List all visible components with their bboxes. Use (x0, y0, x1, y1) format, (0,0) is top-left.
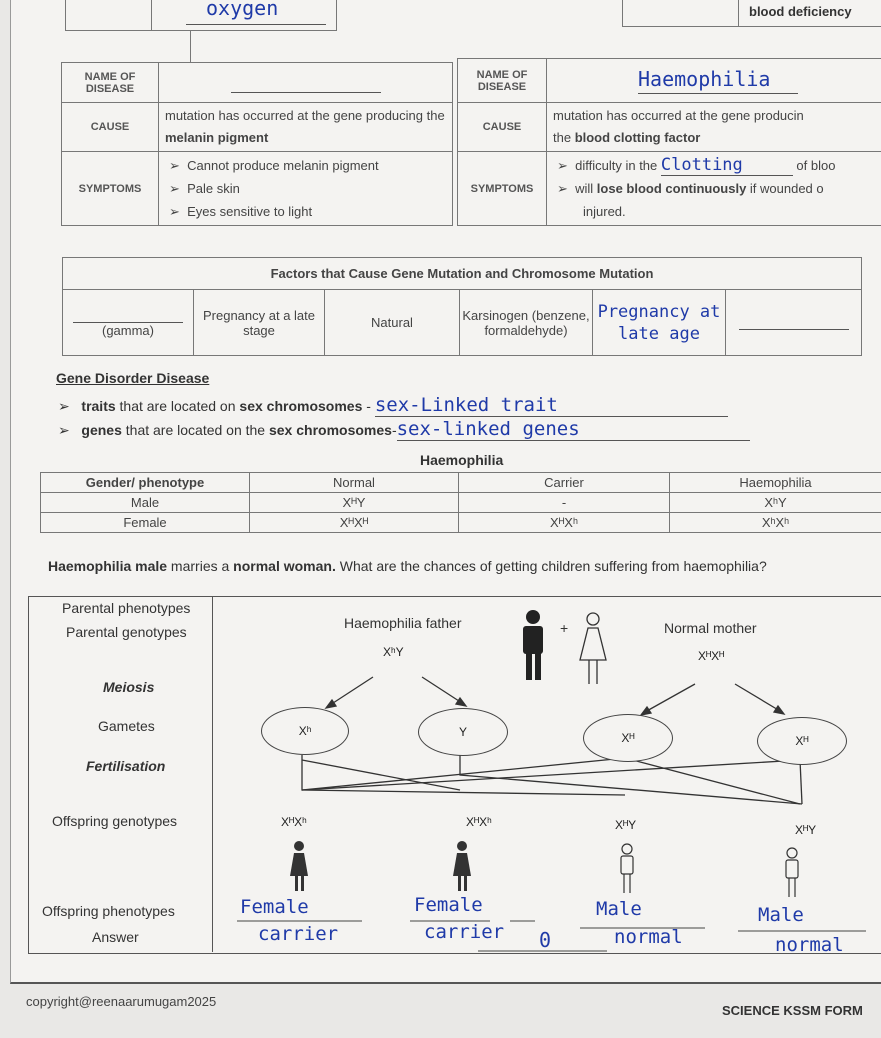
factor-answer: Pregnancy at late age (597, 301, 721, 344)
answer-phenotype-3: Male (596, 898, 642, 920)
plus-sign: + (560, 620, 569, 636)
factor-gamma: (gamma) (101, 322, 154, 338)
father-genotype: XʰY (383, 645, 404, 659)
offspring-genotype: XᴴY (795, 823, 817, 837)
offspring-genotype: XᴴXʰ (466, 815, 492, 829)
disease-table-right: NAME OF DISEASE Haemophilia CAUSE mutation has occurred at the gene producin the blood clotting factor SYMPTOMS ➢ difficulty in the Clotting of bloo ➢ will lose blood continuously if wounded o injured. (457, 58, 881, 226)
female-figure-icon (453, 841, 471, 891)
label-parental-genotypes: Parental genotypes (66, 624, 187, 640)
haemo-table-title: Haemophilia (420, 452, 504, 468)
factor-natural: Natural (371, 315, 413, 330)
mother-label: Normal mother (664, 620, 757, 636)
factors-title: Factors that Cause Gene Mutation and Chromosome Mutation (270, 266, 654, 281)
label-offspring-phenotypes: Offspring phenotypes (42, 903, 175, 919)
cause-bold-right: blood clotting factor (574, 130, 701, 145)
answer-phenotype-1: Female (240, 896, 309, 918)
gene-disorder-heading: Gene Disorder Disease (56, 370, 210, 386)
factor-pregnancy: Pregnancy at a late stage (202, 307, 316, 338)
symptom-item: ➢ will lose blood continuously if wounded o (557, 181, 824, 196)
symptom-item: ➢ Eyes sensitive to light (169, 204, 313, 219)
offspring-genotype: XᴴY (615, 818, 637, 832)
label-answer: Answer (92, 929, 139, 945)
name-label-left: NAME OF DISEASE (84, 70, 136, 95)
father-label: Haemophilia father (344, 615, 462, 631)
mother-genotype: XᴴXᴴ (698, 649, 725, 663)
answer-status-2: carrier (424, 921, 505, 943)
answer-zero: 0 (539, 928, 552, 952)
haemophilia-table: Gender/ phenotype Normal Carrier Haemophilia Male XᴴY - XʰY Female XᴴXᴴ XᴴXʰ XʰXʰ (40, 472, 881, 533)
answer-status-1: carrier (258, 923, 339, 945)
symptoms-label-right: SYMPTOMS (470, 182, 534, 195)
cause-bold-left: melanin pigment (165, 130, 269, 145)
symptom-item: ➢ Pale skin (169, 181, 240, 196)
answer-phenotype-4: Male (758, 904, 804, 926)
cause-label-left: CAUSE (90, 121, 130, 133)
question-text: Haemophilia male marries a normal woman. What are the chances of getting children suffering from haemophilia? (48, 558, 767, 574)
gamete-oval: Xʰ (261, 707, 349, 755)
footer-copyright: copyright@reenaarumugam2025 (26, 994, 217, 1009)
top-right-text: blood deficiency (749, 4, 852, 19)
label-parental-phenotypes: Parental phenotypes (62, 600, 191, 616)
female-figure-icon (580, 613, 606, 684)
label-gametes: Gametes (98, 718, 155, 734)
answer-phenotype-2: Female (414, 894, 483, 916)
symptom-item: ➢ Cannot produce melanin pigment (169, 158, 379, 173)
label-offspring-genotypes: Offspring genotypes (52, 813, 178, 829)
label-fertilisation: Fertilisation (86, 758, 166, 774)
gamete-oval: Y (418, 708, 508, 756)
gene-disorder-line2: ➢ genes that are located on the sex chromosomes-sex-linked genes (58, 418, 750, 440)
name-answer-right: Haemophilia (638, 67, 771, 91)
symptom-item: ➢ difficulty in the Clotting of bloo (557, 155, 836, 175)
male-figure-icon (523, 610, 543, 680)
male-figure-icon (786, 848, 798, 897)
cause-label-right: CAUSE (482, 121, 522, 133)
sex-linked-genes-answer: sex-linked genes (397, 418, 750, 441)
label-meiosis: Meiosis (103, 679, 155, 695)
table-row: Female XᴴXᴴ XᴴXʰ XʰXʰ (41, 513, 881, 533)
name-label-right: NAME OF DISEASE (476, 68, 528, 93)
gene-disorder-line1: ➢ traits that are located on sex chromosomes - sex-Linked trait (58, 394, 728, 416)
factor-karsinogen: Karsinogen (benzene, formaldehyde) (462, 307, 590, 338)
gamete-oval: Xᴴ (583, 714, 673, 762)
offspring-genotype: XᴴXʰ (281, 815, 307, 829)
cause-text-right: mutation has occurred at the gene producin (553, 108, 804, 123)
table-row: Male XᴴY - XʰY (41, 493, 881, 513)
answer-status-3: normal (614, 926, 683, 948)
sex-linked-trait-answer: sex-Linked trait (375, 394, 728, 417)
symptoms-label-left: SYMPTOMS (78, 182, 142, 195)
clotting-answer: Clotting (661, 155, 793, 176)
top-left-answer: oxygen (206, 0, 279, 20)
footer-subject: SCIENCE KSSM FORM (722, 1003, 863, 1018)
gamete-oval: Xᴴ (757, 717, 847, 765)
answer-status-4: normal (775, 934, 844, 956)
female-figure-icon (290, 841, 308, 891)
cause-text-left: mutation has occurred at the gene producing the (165, 108, 445, 123)
male-figure-icon (621, 844, 633, 893)
